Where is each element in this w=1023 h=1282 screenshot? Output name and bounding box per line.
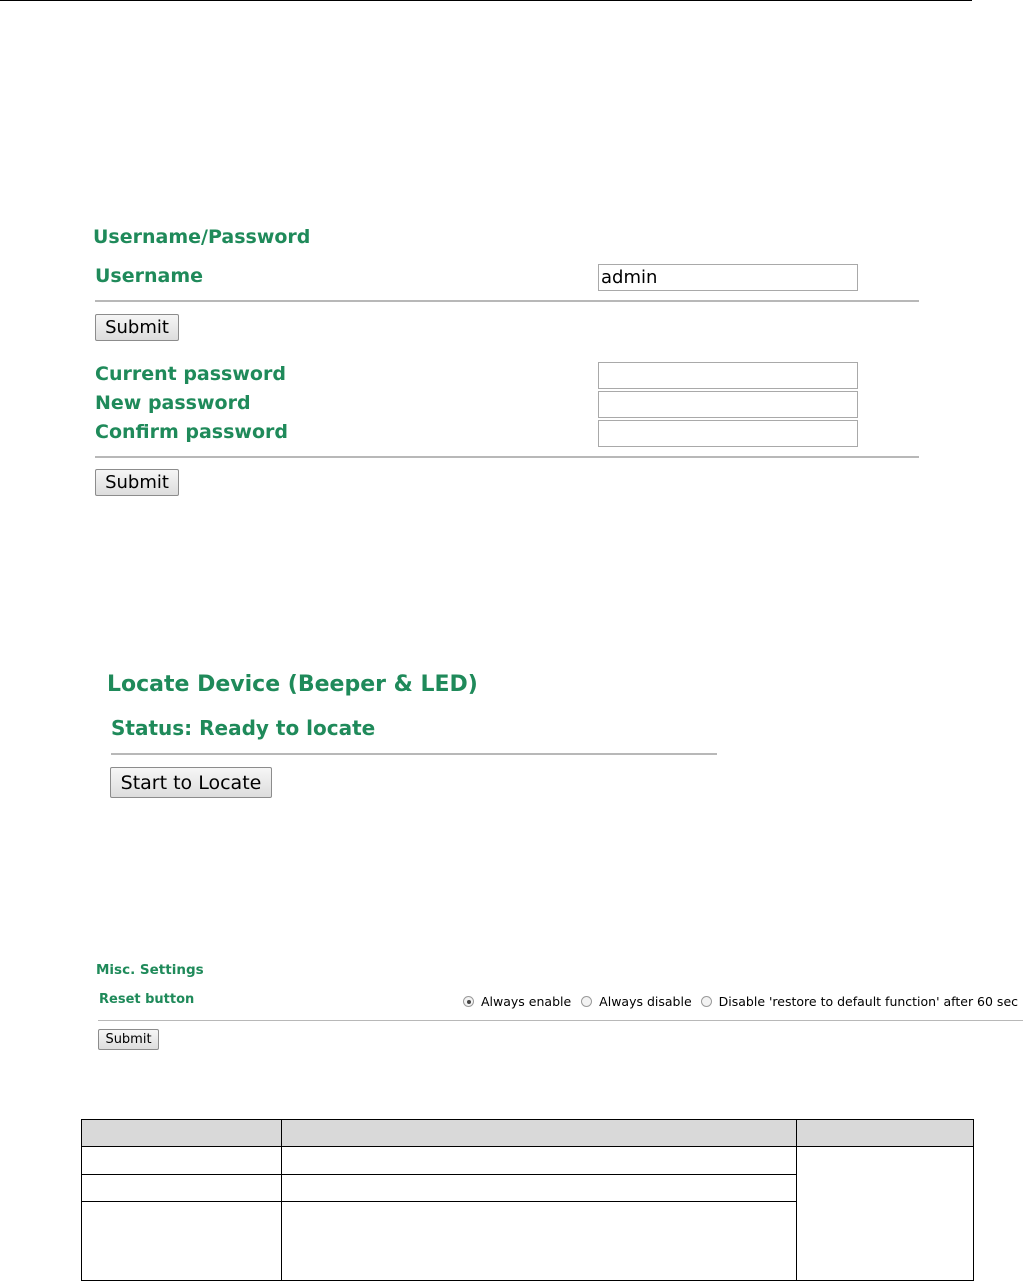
radio-always-enable[interactable] — [463, 996, 474, 1007]
divider — [95, 456, 919, 458]
misc-settings-heading: Misc. Settings — [96, 962, 204, 978]
document-table — [81, 1119, 974, 1281]
confirm-password-label: Confirm password — [95, 421, 289, 443]
locate-status-text: Status: Ready to locate — [111, 716, 376, 740]
username-password-heading: Username/Password — [93, 226, 311, 248]
page-top-rule — [0, 0, 972, 1]
table-cell — [282, 1147, 797, 1175]
reset-button-label: Reset button — [99, 992, 195, 1007]
table-header-cell — [82, 1120, 282, 1147]
table-row — [82, 1147, 974, 1175]
table-header-row — [82, 1120, 974, 1147]
current-password-label: Current password — [95, 363, 286, 385]
radio-always-disable-label: Always disable — [599, 994, 692, 1009]
table-cell — [82, 1175, 282, 1202]
password-submit-button[interactable]: Submit — [95, 469, 179, 496]
table-header-cell — [282, 1120, 797, 1147]
username-label: Username — [95, 265, 204, 287]
radio-disable-restore-default-label: Disable 'restore to default function' after 60 sec — [718, 994, 1019, 1009]
radio-always-disable[interactable] — [581, 996, 592, 1007]
divider — [95, 300, 919, 302]
table-cell — [282, 1175, 797, 1202]
table-cell — [82, 1202, 282, 1281]
new-password-label: New password — [95, 392, 251, 414]
table-cell — [282, 1202, 797, 1281]
username-submit-button[interactable]: Submit — [95, 314, 179, 341]
username-field[interactable] — [598, 264, 858, 291]
locate-device-heading: Locate Device (Beeper & LED) — [107, 672, 478, 697]
start-locate-button[interactable]: Start to Locate — [110, 767, 272, 798]
table-cell — [797, 1147, 974, 1281]
table-cell — [82, 1147, 282, 1175]
reset-options — [463, 994, 1018, 1009]
table-header-cell — [797, 1120, 974, 1147]
confirm-password-field[interactable] — [598, 420, 858, 447]
misc-submit-button[interactable]: Submit — [98, 1029, 159, 1050]
divider — [98, 1020, 1023, 1021]
divider — [111, 753, 717, 755]
new-password-field[interactable] — [598, 391, 858, 418]
radio-always-enable-label: Always enable — [481, 994, 572, 1009]
current-password-field[interactable] — [598, 362, 858, 389]
radio-disable-restore-default[interactable] — [701, 996, 712, 1007]
